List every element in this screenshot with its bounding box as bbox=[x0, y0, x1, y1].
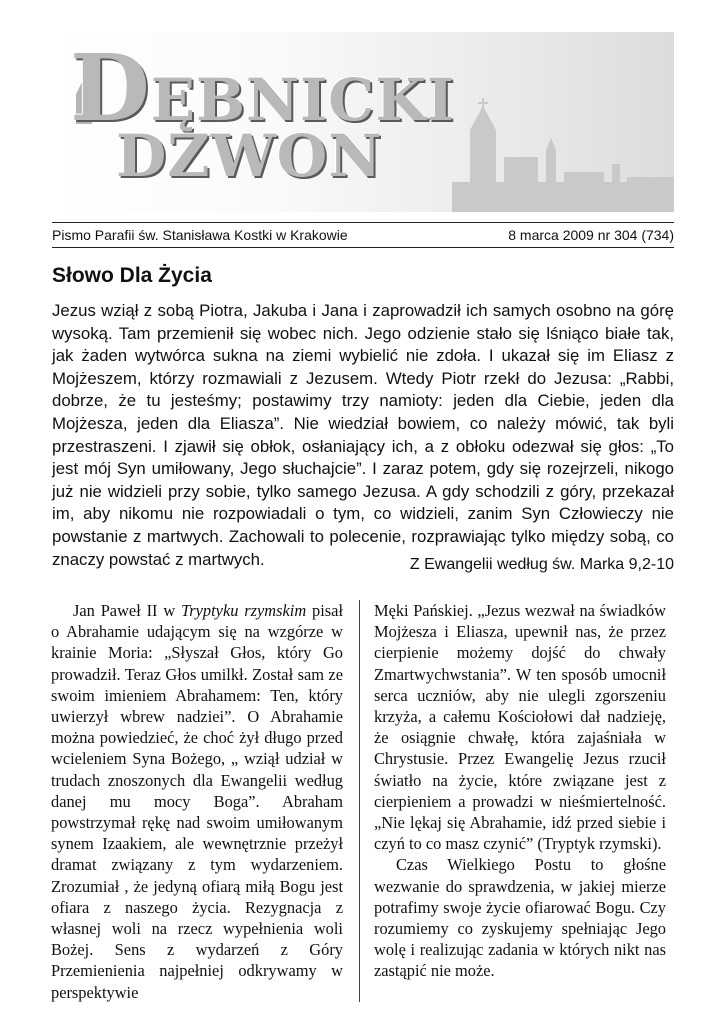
article-paragraph: Czas Wielkiego Postu to głośne wezwanie do sprawdzenia, w jakiej mierze potrafimy swoje życie ofiarować Bogu. Czy rozumiemy co zyskujemy spełniając Jego wolę i realizując zadania w których nikt nas zastąpić nie może. bbox=[374, 855, 666, 981]
header-bottom-rule bbox=[52, 247, 674, 248]
article-paragraph: Męki Pańskiej. „Jezus wezwał na świadków Mojżesza i Eliasza, upewnił nas, że przez cierpienie możemy dojść do chwały Zmartwychwstania”. W ten sposób umocnił serca uczniów, aby nie ulegli zgorszeniu krzyża, a całemu Kościołowi dał nadzieję, że osiągnie chwałę, która zajaśniała w Chrystusie. Przez Ewangelię Jezus rzucił światło na życie, które związane jest z cierpieniem a prowadzi w nieśmiertelność. „Nie lękaj się Abrahamie, idź przed siebie i czyń to co masz czynić” (Tryptyk rzymski). bbox=[374, 601, 666, 854]
book-title: Tryptyku rzymskim bbox=[181, 601, 307, 620]
section-title: Słowo Dla Życia bbox=[52, 264, 212, 287]
parish-name: Pismo Parafii św. Stanisława Kostki w Krakowie bbox=[52, 227, 348, 243]
gospel-text: Jezus wziął z sobą Piotra, Jakuba i Jana i zaprowadził ich samych osobno na górę wysoką. Tam przemienił się wobec nich. Jego odzienie stało się lśniąco białe tak, jak żaden wytwórca sukna na ziemi wybielić nie zdoła. I ukazał się im Eliasz z Mojżeszem, którzy rozmawiali z Jezusem. Wtedy Piotr rzekł do Jezusa: „Rabbi, dobrze, że tu jesteśmy; postawimy trzy namioty: jeden dla Ciebie, jeden dla Mojżesza, jeden dla Eliasza”. Nie wiedział bowiem, co należy mówić, tak byli przestraszeni. I zjawił się obłok, osłaniający ich, a z obłoku odezwał się głos: „To jest mój Syn umiłowany, Jego słuchajcie”. I zaraz potem, gdy się rozejrzeli, nikogo już nie widzieli przy sobie, tylko samego Jezusa. A gdy schodzili z góry, przekazał im, aby nikomu nie rozpowiadali o tym, co widzieli, zanim Syn Człowieczy nie powstanie z martwych. Zachowali to polecenie, rozprawiając tylko między sobą, co znaczy powstać z martwych. bbox=[52, 301, 674, 569]
header-row bbox=[52, 227, 674, 245]
gospel-reference: Z Ewangelii według św. Marka 9,2-10 bbox=[409, 556, 674, 573]
article-column-right bbox=[374, 600, 666, 982]
article-paragraph: Jan Paweł II w Tryptyku rzymskim pisał o Abrahamie udającym się na wzgórze w krainie Moria: „Słyszał Głos, który Go prowadził. Teraz Głos umilkł. Został sam ze swoim imieniem Abrahamem: Ten, który uwierzył wbrew nadziei”. O Abrahamie można powiedzieć, że choć żył długo przed wcieleniem Syna Bożego, „ wziął udział w trudach znoszonych dla Ewangelii według danej mu mocy Boga”. Abraham powstrzymał rękę nad swoim umiłowanym synem Izaakiem, ale wewnętrznie przeżył dramat związany z tym wydarzeniem. Zrozumiał , że jedyną ofiarą miłą Bogu jest ofiara z naszego życia. Rezygnacja z własnej woli na rzecz wypełnienia woli Bożej. Sens z wydarzeń z Góry Przemienienia najpełniej odkrywamy w perspektywie bbox=[51, 601, 343, 1002]
masthead-title-line2: DZWON bbox=[116, 122, 383, 190]
header-top-rule bbox=[52, 222, 674, 223]
masthead bbox=[52, 32, 674, 212]
issue-info: 8 marca 2009 nr 304 (734) bbox=[508, 227, 674, 243]
masthead-title-line1: DĘBNICKI bbox=[70, 34, 455, 142]
article-column-left bbox=[51, 600, 343, 1003]
column-divider bbox=[359, 600, 360, 1002]
